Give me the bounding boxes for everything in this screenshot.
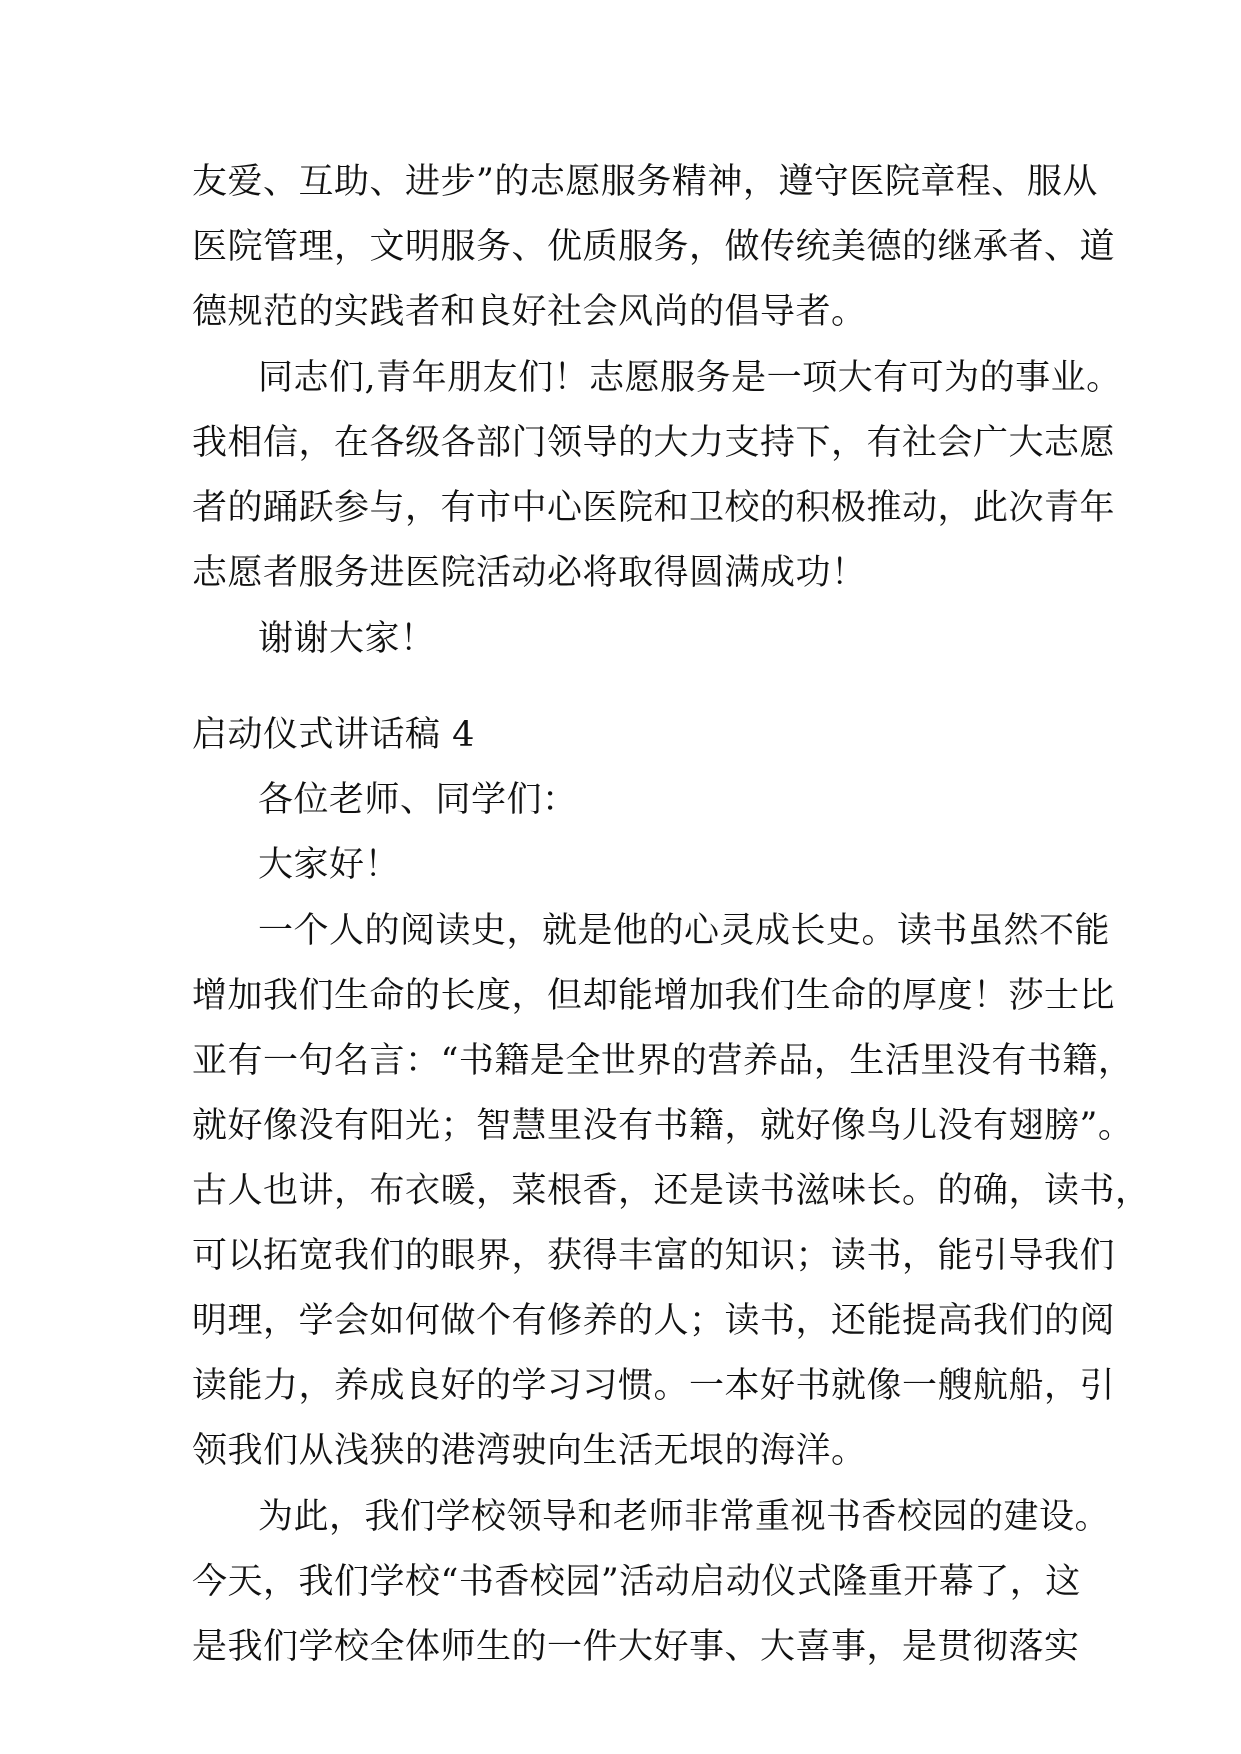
salutation: 各位老师、同学们： [258, 780, 578, 820]
paragraph-line: 可以拓宽我们的眼界，获得丰富的知识；读书，能引导我们 [192, 1236, 1116, 1276]
paragraph-line: 领我们从浅狭的港湾驶向生活无垠的海洋。 [192, 1431, 867, 1471]
paragraph-line: 一个人的阅读史，就是他的心灵成长史。读书虽然不能 [258, 911, 1111, 951]
paragraph-line: 者的踊跃参与，有市中心医院和卫校的积极推动，此次青年 [192, 488, 1116, 528]
paragraph-line: 亚有一句名言：“书籍是全世界的营养品，生活里没有书籍， [192, 1041, 1134, 1081]
section-title: 启动仪式讲话稿 4 [192, 715, 475, 755]
paragraph-line: 古人也讲，布衣暖，菜根香，还是读书滋味长。的确，读书， [192, 1171, 1151, 1211]
paragraph-line: 明理，学会如何做个有修养的人；读书，还能提高我们的阅 [192, 1301, 1116, 1341]
paragraph-line: 是我们学校全体师生的一件大好事、大喜事，是贯彻落实 [192, 1627, 1080, 1667]
greeting: 大家好！ [258, 845, 401, 885]
paragraph-line: 德规范的实践者和良好社会风尚的倡导者。 [192, 292, 867, 332]
paragraph-line: 就好像没有阳光；智慧里没有书籍，就好像鸟儿没有翅膀”。 [192, 1106, 1134, 1146]
paragraph-line: 读能力，养成良好的学习习惯。一本好书就像一艘航船，引 [192, 1366, 1116, 1406]
paragraph-line: 为此，我们学校领导和老师非常重视书香校园的建设。 [258, 1497, 1111, 1537]
paragraph-line: 志愿者服务进医院活动必将取得圆满成功！ [192, 553, 867, 593]
paragraph-line: 今天，我们学校“书香校园”活动启动仪式隆重开幕了，这 [192, 1562, 1081, 1602]
paragraph-line: 同志们,青年朋友们！志愿服务是一项大有可为的事业。 [258, 358, 1122, 398]
paragraph-line: 增加我们生命的长度，但却能增加我们生命的厚度！莎士比 [192, 976, 1116, 1016]
paragraph-line: 友爱、互助、进步”的志愿服务精神，遵守医院章程、服从 [192, 162, 1098, 202]
closing-thanks: 谢谢大家！ [258, 619, 436, 659]
paragraph-line: 医院管理，文明服务、优质服务，做传统美德的继承者、道 [192, 227, 1116, 267]
paragraph-line: 我相信，在各级各部门领导的大力支持下，有社会广大志愿 [192, 423, 1116, 463]
